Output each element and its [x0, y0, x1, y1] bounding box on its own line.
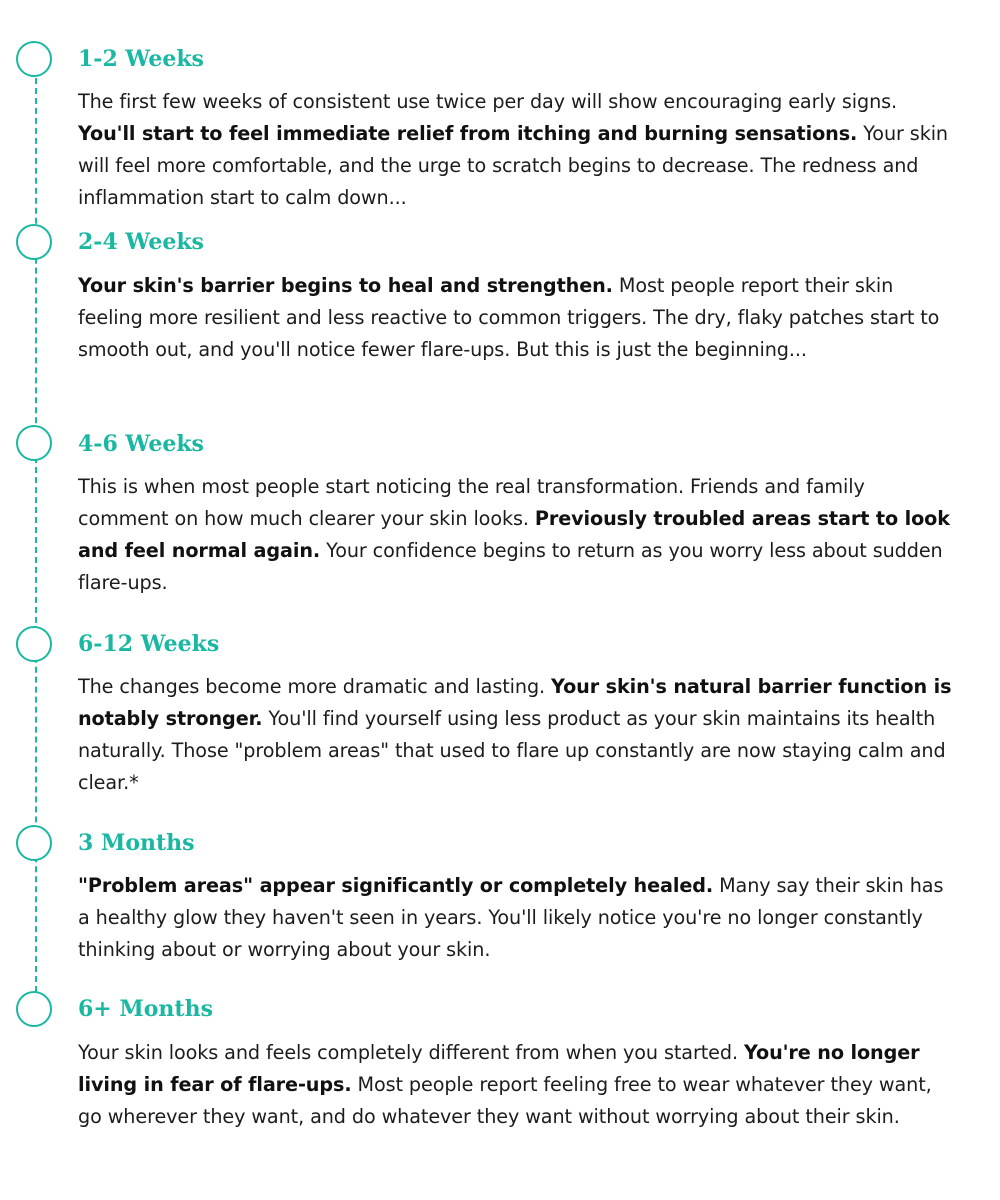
description-text: Your confidence begins to return as you worry less about sudden flare-ups. [78, 539, 943, 594]
milestone-description [78, 471, 956, 599]
milestone-description [78, 86, 956, 214]
description-text: Most people report their skin feeling more resilient and less reactive to common triggers. The dry, flaky patches start to smooth out, and you'll notice fewer flare-ups. But this is just the beginning... [78, 274, 940, 361]
milestone-description [78, 870, 956, 966]
description-text: This is when most people start noticing the real transformation. Friends and family comment on how much clearer your skin looks. [78, 475, 865, 530]
description-highlight: You're no longer living in fear of flare-ups. [78, 1041, 920, 1096]
description-text: Your skin will feel more comfortable, and the urge to scratch begins to decrease. The redness and inflammation start to calm down... [78, 122, 948, 209]
milestone-title: 3 Months [78, 830, 195, 856]
milestone-title: 6+ Months [78, 996, 213, 1022]
milestone-description [78, 671, 956, 799]
description-text: Many say their skin has a healthy glow they haven't seen in years. You'll likely notice you're no longer constantly thinking about or worrying about your skin. [78, 874, 944, 961]
description-highlight: Your skin's natural barrier function is notably stronger. [78, 675, 952, 730]
circle-icon [16, 224, 52, 260]
milestone-description [78, 1037, 956, 1133]
description-highlight: You'll start to feel immediate relief from itching and burning sensations. [78, 122, 858, 145]
circle-icon [16, 425, 52, 461]
description-text: You'll find yourself using less product as your skin maintains its health naturally. Those "problem areas" that used to flare up constantly are now staying calm and clear.* [78, 707, 946, 794]
description-text: Most people report feeling free to wear whatever they want, go wherever they want, and do whatever they want without worrying about their skin. [78, 1073, 932, 1128]
circle-icon [16, 626, 52, 662]
circle-icon [16, 41, 52, 77]
milestone-title: 2-4 Weeks [78, 229, 204, 255]
description-highlight: Your skin's barrier begins to heal and strengthen. [78, 274, 613, 297]
description-text: Your skin looks and feels completely different from when you started. [78, 1041, 744, 1064]
milestone-title: 6-12 Weeks [78, 631, 220, 657]
circle-icon [16, 991, 52, 1027]
circle-icon [16, 825, 52, 861]
milestone-title: 1-2 Weeks [78, 46, 204, 72]
milestone-description [78, 270, 956, 366]
milestone-title: 4-6 Weeks [78, 431, 204, 457]
description-highlight: Previously troubled areas start to look and feel normal again. [78, 507, 950, 562]
description-text: The first few weeks of consistent use twice per day will show encouraging early signs. [78, 90, 898, 113]
description-highlight: "Problem areas" appear significantly or completely healed. [78, 874, 714, 897]
description-text: The changes become more dramatic and lasting. [78, 675, 552, 698]
